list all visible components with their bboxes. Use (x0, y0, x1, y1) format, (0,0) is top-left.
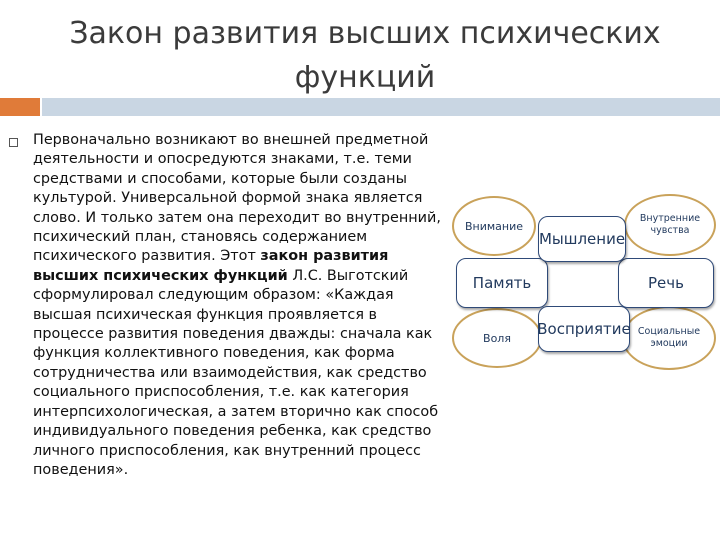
title-line-1: Закон развития высших психических (69, 16, 661, 51)
node-inner-feelings-label-1: Внутренние (639, 213, 701, 224)
node-social-emotions-label-2: эмоции (650, 338, 688, 349)
body-text-end: Л.С. Выготский сформулировал следующим образом: «Каждая высшая психическая функция проявляется в процессе развития поведения дважды: сначала как функция коллективного поведения, как форма сотрудничества или взаимодействия, как средство социального приспособления, т.е. как категория интерпсихологическая, а затем вторично как способ индивидуального поведения ребенка, как средство личного приспособления, как внутренний процесс поведения». (33, 267, 439, 478)
body-bold-phrase: закон развития высших психических функций (33, 248, 389, 284)
node-will-label: Воля (483, 331, 511, 345)
node-perception-label: Восприятие (537, 320, 631, 338)
node-thinking-label: Мышление (538, 230, 626, 248)
node-social-emotions-label-1: Социальные (637, 326, 701, 337)
node-attention (452, 196, 536, 256)
node-speech (618, 258, 714, 308)
square-bullet-icon (9, 138, 18, 147)
node-memory (456, 258, 548, 308)
title-divider-bar (42, 98, 720, 116)
node-thinking (538, 216, 626, 262)
title-accent-bar (0, 98, 40, 116)
node-perception (538, 306, 630, 352)
node-inner-feelings-label-2: чувства (650, 225, 690, 236)
body-text-start: Первоначально возникают во внешней предметной деятельности и опосредуются знаками, т.е. теми средствами и способами, которые были созданы культурой. Универсальной формой знака является слово. И только затем она переходит во внутренний, психический план, становясь содержанием психического развития. Этот (33, 132, 441, 265)
node-attention-label: Внимание (464, 219, 524, 233)
node-will (452, 308, 542, 368)
node-memory-label: Память (472, 274, 532, 292)
functions-diagram (452, 190, 718, 370)
body-paragraph (33, 131, 448, 480)
node-social-emotions (622, 306, 716, 370)
node-inner-feelings (624, 194, 716, 256)
node-speech-label: Речь (648, 274, 684, 292)
title-line-2: функций (294, 60, 436, 95)
slide-title (40, 12, 690, 100)
